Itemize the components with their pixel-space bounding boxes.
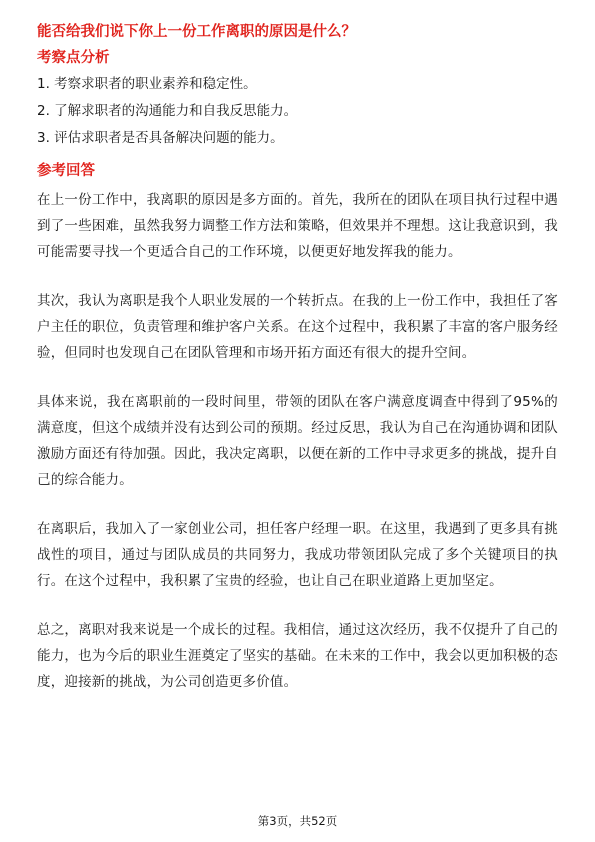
analysis-heading: 考察点分析 — [37, 50, 110, 66]
page-number: 第3页，共52页 — [257, 814, 338, 828]
answer-paragraph: 其次，我认为离职是我个人职业发展的一个转折点。在我的上一份工作中，我担任了客户主任的职位，负责管理和维护客户关系。在这个过程中，我积累了丰富的客户服务经验，但同时也发现自己在团队管理和市场开拓方面还有很大的提升空间。 — [37, 293, 558, 361]
answer-paragraph: 在上一份工作中，我离职的原因是多方面的。首先，我所在的团队在项目执行过程中遇到了一些困难，虽然我努力调整工作方法和策略，但效果并不理想。这让我意识到，我可能需要寻找一个更适合自己的工作环境，以便更好地发挥我的能力。 — [37, 192, 558, 260]
analysis-point: 3. 评估求职者是否具备解决问题的能力。 — [37, 130, 284, 146]
analysis-point: 2. 了解求职者的沟通能力和自我反思能力。 — [37, 103, 298, 119]
answer-body — [37, 187, 558, 695]
answer-paragraph: 总之，离职对我来说是一个成长的过程。我相信，通过这次经历，我不仅提升了自己的能力，也为今后的职业生涯奠定了坚实的基础。在未来的工作中，我会以更加积极的态度，迎接新的挑战，为公司创造更多价值。 — [37, 622, 558, 690]
answer-heading: 参考回答 — [37, 163, 95, 179]
analysis-point: 1. 考察求职者的职业素养和稳定性。 — [37, 76, 257, 92]
document-page — [37, 22, 558, 718]
analysis-points — [37, 74, 558, 149]
question-title: 能否给我们说下你上一份工作离职的原因是什么？ — [37, 24, 356, 40]
answer-paragraph: 具体来说，我在离职前的一段时间里，带领的团队在客户满意度调查中得到了95%的满意度，但这个成绩并没有达到公司的预期。经过反思，我认为自己在沟通协调和团队激励方面还有待加强。因此，我决定离职，以便在新的工作中寻求更多的挑战，提升自己的综合能力。 — [37, 394, 558, 488]
answer-paragraph: 在离职后，我加入了一家创业公司，担任客户经理一职。在这里，我遇到了更多具有挑战性的项目，通过与团队成员的共同努力，我成功带领团队完成了多个关键项目的执行。在这个过程中，我积累了宝贵的经验，也让自己在职业道路上更加坚定。 — [37, 521, 558, 589]
